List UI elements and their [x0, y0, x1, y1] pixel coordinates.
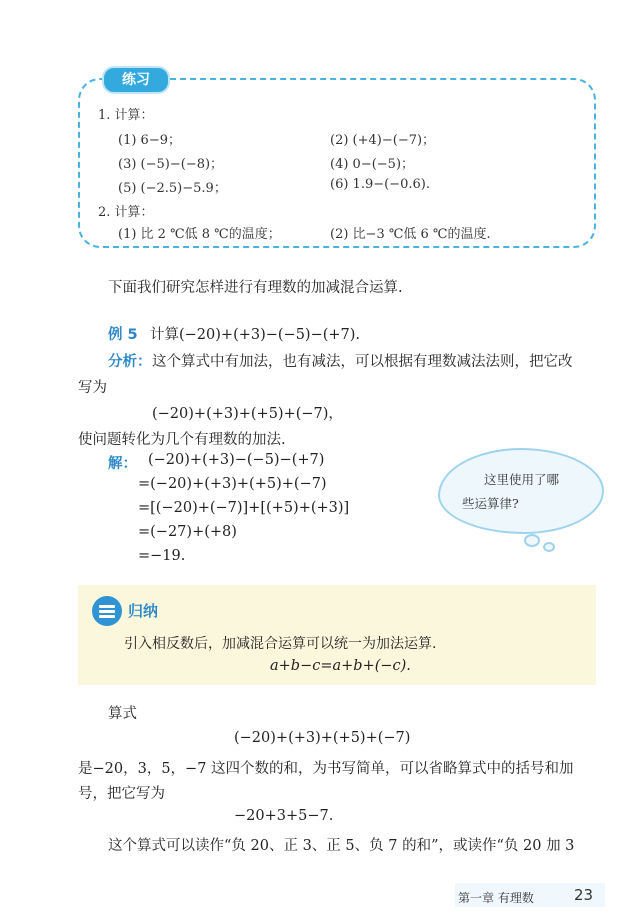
page-number: 23 [574, 886, 594, 904]
short-expression: −20+3+5−7. [234, 808, 334, 824]
practice-item: (2) 比−3 ℃低 6 ℃的温度. [330, 227, 491, 242]
paragraph-line-1: 是−20，3，5，−7 这四个数的和，为书写简单，可以省略算式中的括号和加 [78, 761, 574, 777]
practice-item: (3) (−5)−(−8)； [118, 157, 224, 172]
example-problem: 计算(−20)+(+3)−(−5)−(+7). [150, 327, 361, 343]
practice-question-1: 1. 计算： [98, 108, 154, 123]
book-icon [92, 596, 122, 626]
example-label: 例 5 [108, 327, 138, 343]
cloud-bubble [543, 542, 555, 552]
summary-formula: a+b−c=a+b+(−c). [270, 658, 411, 674]
summary-title: 归纳 [128, 602, 159, 620]
solution-step: =−19. [138, 548, 186, 564]
footer-chapter: 第一章 有理数 [458, 891, 534, 905]
cloud-text-2: 些运算律? [462, 496, 519, 511]
expression-label: 算式 [108, 706, 137, 722]
practice-item: (2) (+4)−(−7)； [330, 133, 436, 148]
paragraph-line-3: 这个算式可以读作“负 20、正 3、正 5、负 7 的和”，或读作“负 20 加 3 [108, 838, 575, 854]
practice-item: (6) 1.9−(−0.6). [330, 177, 430, 192]
solution-label: 解： [108, 456, 137, 472]
analysis-line-2: 写为 [78, 380, 107, 396]
cloud-bubble [524, 534, 540, 547]
paragraph-line-2: 号，把它写为 [78, 786, 165, 802]
intro-text: 下面我们研究怎样进行有理数的加减混合运算. [108, 280, 403, 296]
expression: (−20)+(+3)+(+5)+(−7) [234, 730, 411, 746]
analysis-rewritten: (−20)+(+3)+(+5)+(−7)， [152, 406, 343, 422]
analysis-label: 分析： [108, 354, 152, 370]
thought-cloud [438, 448, 604, 534]
summary-text: 引入相反数后，加减混合运算可以统一为加法运算. [124, 636, 437, 652]
solution-step: =(−27)+(+8) [138, 524, 237, 540]
practice-item: (1) 比 2 ℃低 8 ℃的温度； [118, 227, 281, 242]
practice-item: (1) 6−9； [118, 133, 181, 148]
analysis-line-1: 这个算式中有加法，也有减法，可以根据有理数减法法则，把它改 [152, 354, 573, 370]
analysis-line-3: 使问题转化为几个有理数的加法. [78, 432, 286, 448]
solution-step: =[(−20)+(−7)]+[(+5)+(+3)] [138, 500, 350, 516]
cloud-text-1: 这里使用了哪 [484, 472, 560, 487]
practice-tag: 练习 [102, 66, 170, 94]
practice-item: (5) (−2.5)−5.9； [118, 181, 227, 196]
practice-question-2: 2. 计算： [98, 205, 154, 220]
solution-step: =(−20)+(+3)+(+5)+(−7) [138, 476, 327, 492]
practice-item: (4) 0−(−5)； [330, 157, 415, 172]
solution-step: (−20)+(+3)−(−5)−(+7) [148, 452, 325, 468]
